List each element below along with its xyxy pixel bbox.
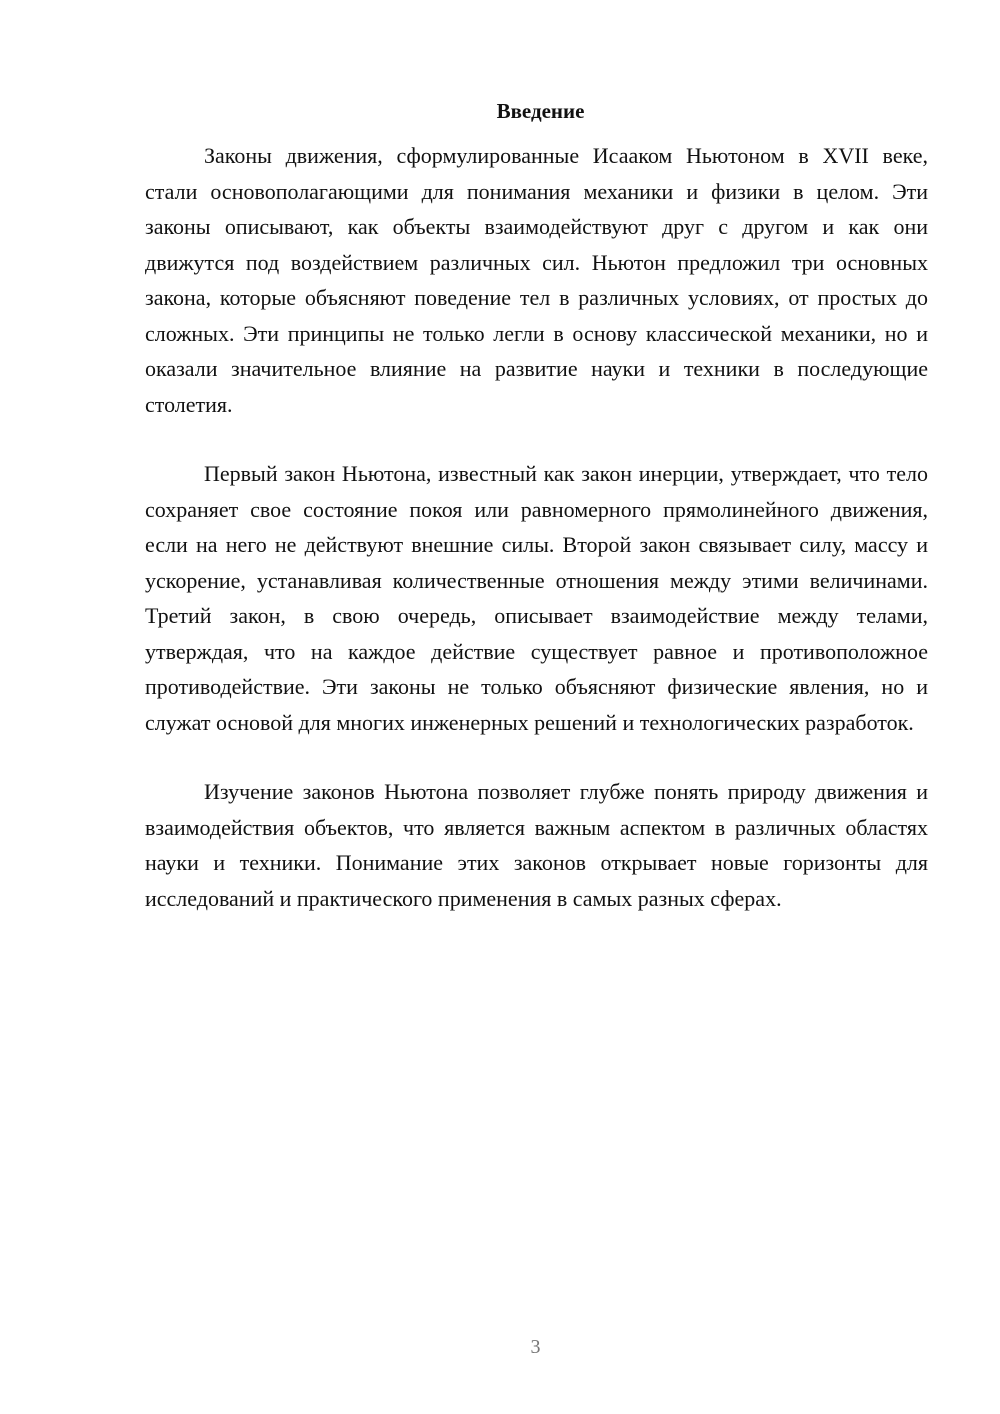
paragraph-3: Изучение законов Ньютона позволяет глубже понять природу движения и взаимодействия объектов, что является важным аспектом в различных областях науки и техники. Понимание этих законов открывает новые горизонты для исследований и практического применения в самых разных сферах. <box>145 779 928 911</box>
paragraph-1: Законы движения, сформулированные Исааком Ньютоном в XVII веке, стали основополагающими для понимания механики и физики в целом. Эти законы описывают, как объекты взаимодействуют друг с другом и как они движутся под воздействием различных сил. Ньютон предложил три основных закона, которые объясняют поведение тел в различных условиях, от простых до сложных. Эти принципы не только легли в основу классической механики, но и оказали значительное влияние на развитие науки и техники в последующие столетия. <box>145 143 928 417</box>
page-number: 3 <box>530 1336 541 1358</box>
section-heading: Введение <box>496 99 585 123</box>
paragraph-2: Первый закон Ньютона, известный как закон инерции, утверждает, что тело сохраняет свое состояние покоя или равномерного прямолинейного движения, если на него не действуют внешние силы. Второй закон связывает силу, массу и ускорение, устанавливая количественные отношения между этими величинами. Третий закон, в свою очередь, описывает взаимодействие между телами, утверждая, что на каждое действие существует равное и противоположное противодействие. Эти законы не только объясняют физические явления, но и служат основой для многих инженерных решений и технологических разработок. <box>145 461 928 735</box>
page-content <box>145 97 928 950</box>
